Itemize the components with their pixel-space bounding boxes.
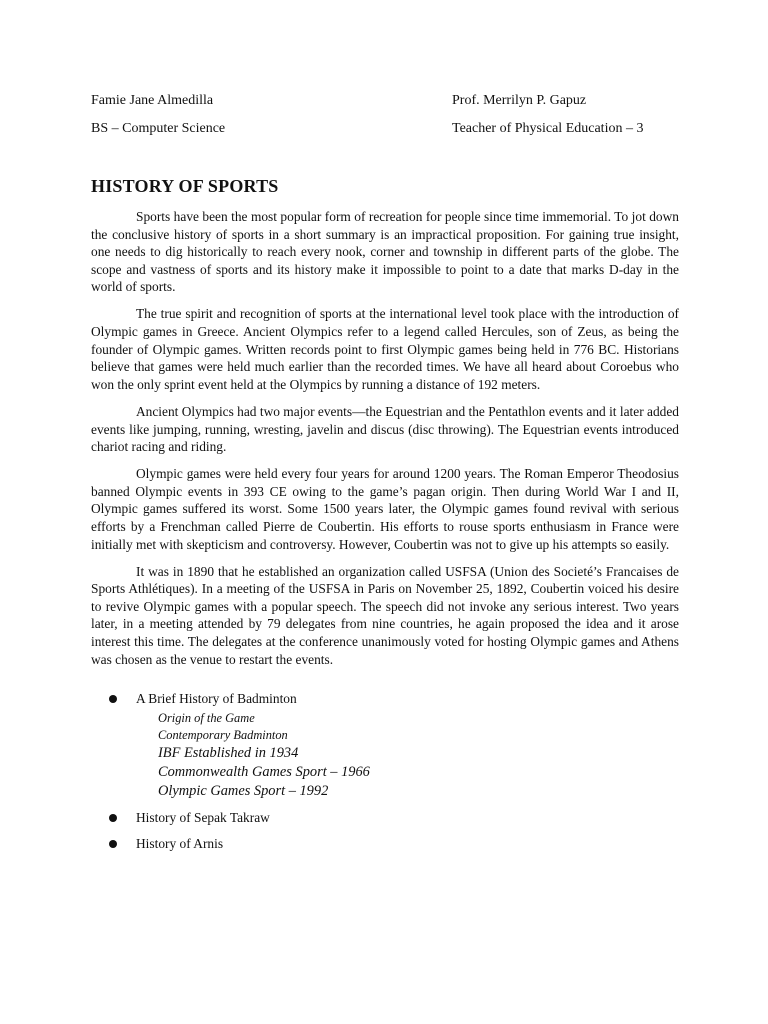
professor-role: Teacher of Physical Education – 3 (452, 121, 644, 136)
author-name: Famie Jane Almedilla (91, 93, 214, 108)
topics-list (106, 690, 370, 853)
list-item-badminton (106, 690, 370, 801)
subtopic-olympic: Olympic Games Sport – 1992 (158, 783, 329, 799)
badminton-subtopics (136, 710, 370, 801)
list-item-sepak-takraw (106, 809, 370, 827)
bullet-icon (109, 840, 117, 848)
paragraph-1: Sports have been the most popular form of recreation for people since time immemorial. To jot down the conclusive history of sports in a short summary is an impractical proposition. For gaining true insight, one needs to dig historically to reach every nook, corner and township in different parts of the globe. The scope and vastness of sports and its history make it impossible to point to a date that marks D-day in the world of sports. (91, 209, 679, 295)
subtopic-contemporary: Contemporary Badminton (158, 728, 288, 742)
sepak-takraw-label: History of Sepak Takraw (136, 810, 270, 825)
document-title: HISTORY OF SPORTS (91, 176, 279, 196)
badminton-label: A Brief History of Badminton (136, 691, 297, 706)
bullet-icon (109, 814, 117, 822)
professor-name: Prof. Merrilyn P. Gapuz (452, 93, 587, 108)
subtopic-commonwealth: Commonwealth Games Sport – 1966 (158, 764, 370, 780)
bullet-icon (109, 695, 117, 703)
document-body (91, 208, 679, 678)
paragraph-5: It was in 1890 that he established an organization called USFSA (Union des Societé’s Francaises de Sports Athlétiques). In a meeting of the USFSA in Paris on November 25, 1892, Coubertin voiced his desire to revive Olympic games with a popular speech. The speech did not invoke any serious interest. Two years later, in a meeting attended by 79 delegates from nine countries, he again proposed the idea and it arose interest this time. The delegates at the conference unanimously voted for hosting Olympic games and Athens was chosen as the venue to restart the events. (91, 563, 679, 667)
list-item-arnis (106, 835, 370, 853)
paragraph-3: Ancient Olympics had two major events—the Equestrian and the Pentathlon events and it later added events like jumping, running, wresting, javelin and discus (disc throwing). The Equestrian events introduced chariot racing and riding. (91, 403, 679, 455)
paragraph-2: The true spirit and recognition of sports at the international level took place with the introduction of Olympic games in Greece. Ancient Olympics refer to a legend called Hercules, son of Zeus, as being the founder of Olympic games. Written records point to first Olympic games being held in 776 BC. Historians believe that games were held much earlier than the recorded times. We have all heard about Coroebus who won the only sprint event held at the Olympics by running a distance of 192 meters. (91, 306, 679, 392)
subtopic-origin: Origin of the Game (158, 711, 255, 725)
subtopic-ibf: IBF Established in 1934 (158, 745, 299, 761)
paragraph-4: Olympic games were held every four years for around 1200 years. The Roman Emperor Theodosius banned Olympic events in 393 CE owing to the game’s pagan origin. Then during World War I and II, Olympic games suffered its worst. Some 1500 years later, the Olympic games found revival with serious efforts by a Frenchman called Pierre de Coubertin. His efforts to rouse sports enthusiasm in France were initially met with skepticism and controversy. However, Coubertin was not to give up his attempts so easily. (91, 466, 679, 552)
arnis-label: History of Arnis (136, 836, 224, 851)
course-name: BS – Computer Science (91, 121, 226, 136)
